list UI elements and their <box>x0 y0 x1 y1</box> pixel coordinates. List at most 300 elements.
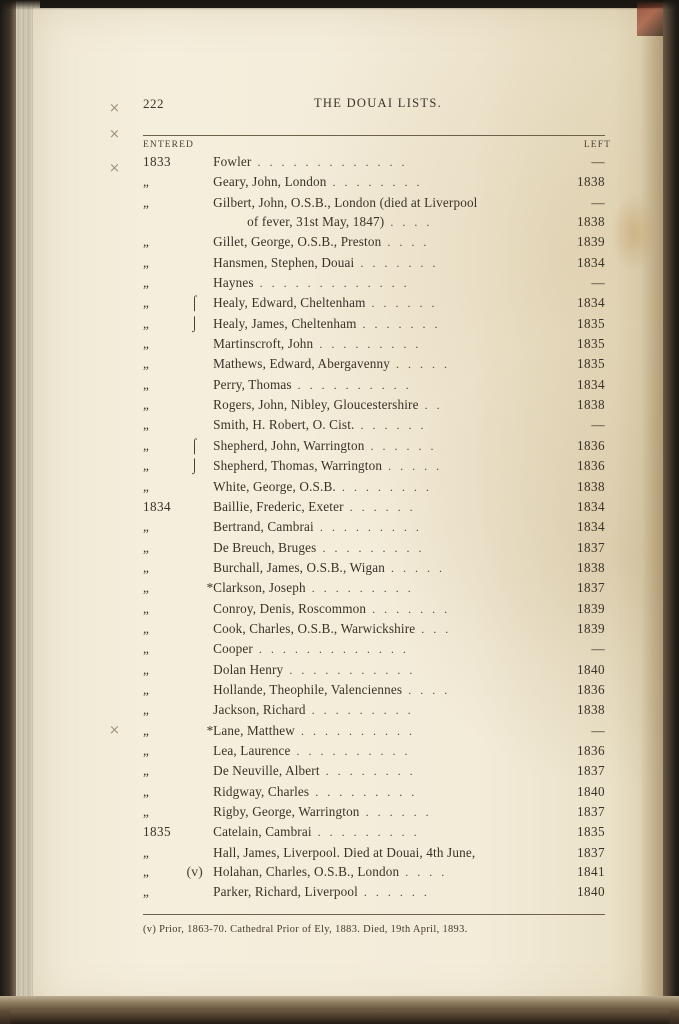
entry-name: Dolan Henry <box>213 661 284 677</box>
table-row <box>143 721 605 741</box>
pencil-mark-icon: ⨯ <box>109 100 120 115</box>
book-bottom-edge-inner <box>10 1010 670 1024</box>
footer-rule <box>143 914 605 915</box>
cell-asterisk <box>203 253 213 273</box>
cell-asterisk <box>203 517 213 537</box>
cell-brace <box>186 477 202 497</box>
cell-name <box>213 741 563 761</box>
cell-left-year: 1840 <box>577 884 605 900</box>
cell-asterisk <box>203 700 213 720</box>
cell-name <box>213 477 563 497</box>
leader-dots: . . . . . . . <box>356 316 441 331</box>
leader-dots: . . . . <box>399 865 448 880</box>
cell-brace <box>186 599 202 619</box>
book-right-edge <box>663 0 679 1024</box>
leader-dots: . . . . <box>384 215 433 230</box>
entry-name: Baillie, Frederic, Exeter <box>213 498 344 514</box>
cell-brace <box>186 558 202 578</box>
entry-name: Geary, John, London <box>213 174 327 190</box>
cell-left-year: 1837 <box>577 539 605 555</box>
table-row <box>143 232 605 252</box>
cell-entered: „ <box>143 376 150 392</box>
cell-left-year: 1839 <box>577 620 605 636</box>
cell-brace <box>186 802 202 822</box>
cell-brace <box>186 721 202 741</box>
cell-brace <box>186 782 202 802</box>
column-header-entered: ENTERED <box>143 140 194 150</box>
cell-entered: „ <box>143 437 150 453</box>
entry-name: Healy, Edward, Cheltenham <box>213 295 366 311</box>
table-row <box>143 802 605 822</box>
table-row <box>143 578 605 598</box>
cell-left-year: 1836 <box>577 437 605 453</box>
cell-left-year: 1837 <box>577 804 605 819</box>
leader-dots: . . . . . . . <box>366 601 451 616</box>
table-row <box>143 700 605 720</box>
cell-brace <box>186 639 202 659</box>
cell-asterisk: * <box>206 722 214 738</box>
table-row <box>143 741 605 761</box>
entry-name: Cook, Charles, O.S.B., Warwickshire <box>213 620 416 636</box>
cell-name <box>213 232 563 252</box>
cell-entered: 1835 <box>143 824 171 840</box>
table-row <box>143 660 605 680</box>
cell-left-year: 1837 <box>577 763 605 779</box>
cell-brace <box>186 415 202 435</box>
pencil-mark-icon: ⨯ <box>109 126 120 141</box>
cell-brace <box>186 497 202 517</box>
cell-asterisk <box>203 395 213 415</box>
footnote: (v) Prior, 1863-70. Cathedral Prior of Ely, 1883. Died, 19th April, 1893. <box>143 923 468 935</box>
cell-asterisk <box>203 456 213 476</box>
cell-name <box>213 761 563 781</box>
cell-asterisk <box>203 802 213 822</box>
cell-entered: „ <box>143 519 150 535</box>
table-row <box>143 862 605 882</box>
table-row <box>143 538 605 558</box>
cell-entered: „ <box>143 600 150 616</box>
table-row <box>143 395 605 415</box>
table-row <box>143 558 605 578</box>
cell-entered <box>143 212 186 232</box>
cell-entered: „ <box>143 742 150 758</box>
leader-dots: . . . . <box>381 235 430 250</box>
leader-dots: . . . . . . . <box>354 255 439 270</box>
leader-dots: . . . . . . <box>364 438 437 453</box>
leader-dots: . . . . . . . . <box>319 764 416 779</box>
entry-name: De Breuch, Bruges <box>213 539 317 555</box>
leader-dots: . . . . . . <box>357 885 430 900</box>
page-content <box>143 96 613 935</box>
table-row <box>143 477 605 497</box>
cell-brace: (v) <box>186 865 203 881</box>
entry-name: Hall, James, Liverpool. Died at Douai, 4th June, <box>213 844 476 860</box>
cell-entered: „ <box>143 397 150 413</box>
cell-brace <box>186 660 202 680</box>
column-headers <box>143 140 613 150</box>
cell-left-year: 1834 <box>577 295 605 311</box>
cell-asterisk <box>203 741 213 761</box>
entry-name: Haynes <box>213 275 254 291</box>
leader-dots: . . . . . . . . . <box>311 825 420 840</box>
leader-dots: . . . . . . . . . . . . . <box>251 155 408 169</box>
table-row <box>143 293 605 313</box>
cell-asterisk <box>203 232 213 252</box>
page-right-edge-shadow <box>641 8 663 1008</box>
cell-left-year: 1835 <box>577 824 605 840</box>
cell-entered: „ <box>143 458 150 474</box>
entry-name: Hansmen, Stephen, Douai <box>213 254 355 270</box>
cell-left-year: 1838 <box>577 397 605 413</box>
cell-name <box>213 862 563 882</box>
table-row <box>143 782 605 802</box>
cell-entered: „ <box>143 478 150 494</box>
cell-entered: „ <box>143 844 150 860</box>
cell-brace <box>186 152 202 172</box>
cell-left-year: 1836 <box>577 458 605 474</box>
cell-asterisk <box>203 761 213 781</box>
table-row <box>143 761 605 781</box>
cell-brace <box>186 517 202 537</box>
entry-name: Clarkson, Joseph <box>213 580 306 596</box>
leader-dots: . . . . . . . . . <box>309 784 418 799</box>
cell-brace: ⌡ <box>190 459 199 475</box>
leader-dots: . . . <box>415 621 452 636</box>
pencil-mark-icon: ⨯ <box>109 160 120 175</box>
cell-left-year: 1835 <box>577 356 605 372</box>
cell-name <box>213 152 563 172</box>
cell-name <box>213 354 563 374</box>
cell-asterisk <box>203 843 213 862</box>
leader-dots: . . . . . . . . . . . . . <box>253 276 410 291</box>
cell-brace <box>186 843 202 862</box>
foxing-stain <box>611 193 657 273</box>
cell-brace <box>186 395 202 415</box>
cell-left-year: 1836 <box>577 681 605 697</box>
cell-entered: „ <box>143 356 150 372</box>
cell-brace <box>186 680 202 700</box>
leader-dots: . . . . . . <box>359 805 432 819</box>
entry-name: Lane, Matthew <box>213 722 295 738</box>
cell-asterisk <box>203 152 213 172</box>
entry-name: Fowler <box>213 154 252 169</box>
cell-brace <box>186 700 202 720</box>
entry-name: Rigby, George, Warrington <box>213 804 360 819</box>
cell-brace <box>186 741 202 761</box>
cell-entered: „ <box>143 641 150 657</box>
cell-name <box>213 253 563 273</box>
cell-name <box>213 415 563 435</box>
cell-brace <box>186 212 202 232</box>
cell-name <box>213 802 563 822</box>
cell-name <box>213 456 563 476</box>
cell-brace: ⌡ <box>190 316 199 332</box>
entry-name: Conroy, Denis, Roscommon <box>213 600 367 616</box>
cell-name <box>213 212 563 232</box>
cell-asterisk <box>203 558 213 578</box>
cell-brace: ⌠ <box>190 438 199 454</box>
cell-asterisk <box>203 822 213 842</box>
cell-entered: „ <box>143 804 150 819</box>
cell-brace <box>186 193 202 212</box>
cell-entered: „ <box>143 295 150 311</box>
table-row <box>143 497 605 517</box>
cell-left-year: 1838 <box>577 174 605 190</box>
cell-left-year: 1838 <box>577 214 605 230</box>
entry-name: Jackson, Richard <box>213 702 306 718</box>
cell-name <box>213 639 563 659</box>
cell-left-year: 1834 <box>577 254 605 270</box>
table-row <box>143 843 605 862</box>
cell-entered: 1833 <box>143 154 171 169</box>
cell-entered: „ <box>143 315 150 331</box>
cell-name <box>213 843 563 862</box>
table-row <box>143 253 605 273</box>
cell-asterisk <box>203 477 213 497</box>
header-rule <box>143 135 605 136</box>
cell-asterisk <box>203 639 213 659</box>
cell-entered: „ <box>143 336 150 352</box>
cell-left-year: 1836 <box>577 742 605 758</box>
cell-name <box>213 782 563 802</box>
table-row <box>143 152 605 172</box>
leader-dots: . . . . . . . . . <box>316 540 425 555</box>
cell-name <box>213 517 563 537</box>
cell-brace <box>186 354 202 374</box>
cell-asterisk <box>203 538 213 558</box>
table-row <box>143 436 605 456</box>
cell-left-year: — <box>591 194 605 210</box>
cell-entered: „ <box>143 661 150 677</box>
cell-name <box>213 538 563 558</box>
cell-entered: „ <box>143 783 150 799</box>
cell-brace <box>186 538 202 558</box>
cell-name <box>213 680 563 700</box>
leader-dots: . . . . . . . . . <box>305 581 414 596</box>
leader-dots: . . . . . . <box>365 296 438 311</box>
book-spine-shadow <box>0 0 16 1024</box>
cell-name <box>213 822 563 842</box>
table-row <box>143 619 605 639</box>
table-row <box>143 172 605 192</box>
cell-brace <box>186 578 202 598</box>
cell-brace <box>186 253 202 273</box>
table-row <box>143 822 605 842</box>
cell-left-year: 1838 <box>577 559 605 575</box>
cell-left-year: 1834 <box>577 519 605 535</box>
cell-left-year: 1841 <box>577 864 605 880</box>
cell-brace <box>186 334 202 354</box>
cell-brace <box>186 172 202 192</box>
cell-brace <box>186 232 202 252</box>
cell-asterisk <box>203 293 213 313</box>
cell-brace <box>186 273 202 293</box>
cell-asterisk <box>203 415 213 435</box>
cell-name <box>213 395 563 415</box>
cell-asterisk <box>203 212 213 232</box>
cell-brace <box>186 619 202 639</box>
leader-dots: . . . . . . . . . . <box>290 743 411 758</box>
leader-dots: . . . . . . . . <box>335 479 432 494</box>
cell-asterisk <box>203 314 213 334</box>
cell-name <box>213 334 563 354</box>
cell-left-year: 1837 <box>577 844 605 860</box>
table-row <box>143 334 605 354</box>
cell-left-year: — <box>591 641 605 657</box>
table-row <box>143 375 605 395</box>
leader-dots: . . . . . . . . . <box>313 337 422 352</box>
cell-left-year: — <box>591 275 605 291</box>
leader-dots: . . . . . <box>390 357 450 372</box>
entry-name: Smith, H. Robert, O. Cist. <box>213 417 355 433</box>
cell-left-year: 1837 <box>577 580 605 596</box>
cell-left-year: — <box>591 154 605 169</box>
cell-name <box>213 314 563 334</box>
cell-asterisk <box>203 334 213 354</box>
entry-name: Mathews, Edward, Abergavenny <box>213 356 390 372</box>
table-row <box>143 456 605 476</box>
cell-brace: ⌠ <box>190 296 199 312</box>
entry-name: Shepherd, Thomas, Warrington <box>213 458 383 474</box>
entry-name: Catelain, Cambrai <box>213 824 312 840</box>
leader-dots: . . . . . . . . . <box>305 703 414 718</box>
cell-entered: „ <box>143 234 150 250</box>
cell-name <box>213 619 563 639</box>
cell-name <box>213 172 563 192</box>
cell-name <box>213 882 563 902</box>
entry-name: Bertrand, Cambrai <box>213 519 314 535</box>
cell-asterisk <box>203 497 213 517</box>
cell-entered: „ <box>143 702 150 718</box>
table-row <box>143 193 605 212</box>
cell-entered: 1834 <box>143 498 171 514</box>
cell-left-year: 1839 <box>577 234 605 250</box>
running-head: THE DOUAI LISTS. <box>313 96 443 110</box>
cell-entered: „ <box>143 417 150 433</box>
table-row <box>143 599 605 619</box>
table-row <box>143 882 605 902</box>
cell-name <box>213 436 563 456</box>
cell-name <box>213 599 563 619</box>
cell-brace <box>186 375 202 395</box>
leader-dots: . . . . . . . . <box>326 175 423 190</box>
cell-left-year: 1834 <box>577 498 605 514</box>
entry-name: Holahan, Charles, O.S.B., London <box>213 864 400 880</box>
folio-number: 222 <box>143 96 164 111</box>
cell-left-year: 1838 <box>577 478 605 494</box>
entry-name: Ridgway, Charles <box>213 783 310 799</box>
entry-name: Lea, Laurence <box>213 742 291 758</box>
table-row <box>143 517 605 537</box>
leader-dots: . . . . . . <box>354 418 427 433</box>
cell-asterisk <box>203 436 213 456</box>
leader-dots: . . . . . <box>382 459 443 474</box>
cell-left-year: — <box>591 722 605 738</box>
douai-list-table <box>143 152 605 903</box>
cell-name <box>213 293 563 313</box>
cell-asterisk <box>203 599 213 619</box>
cell-entered: „ <box>143 174 150 190</box>
top-shadow <box>0 0 679 10</box>
entry-name: Perry, Thomas <box>213 376 292 392</box>
column-header-left: LEFT <box>583 140 611 150</box>
cell-asterisk: * <box>206 580 214 596</box>
leader-dots: . . . . . . . . . . . <box>283 662 416 677</box>
cell-asterisk <box>203 193 213 212</box>
entry-name: Hollande, Theophile, Valenciennes <box>213 681 403 697</box>
cell-entered: „ <box>143 763 150 779</box>
cell-brace <box>186 761 202 781</box>
entry-name: Cooper <box>213 641 253 657</box>
cell-entered: „ <box>143 580 150 596</box>
entry-name: Rogers, John, Nibley, Gloucestershire <box>213 397 419 413</box>
cell-name <box>213 273 563 293</box>
cell-name <box>213 193 563 212</box>
cell-asterisk <box>203 680 213 700</box>
cell-left-year: — <box>591 417 605 433</box>
cell-left-year: 1835 <box>577 315 605 331</box>
cell-asterisk <box>203 782 213 802</box>
cell-entered: „ <box>143 864 150 880</box>
cell-left-year: 1834 <box>577 376 605 392</box>
cell-name <box>213 558 563 578</box>
cell-left-year: 1839 <box>577 600 605 616</box>
leader-dots: . . . . <box>402 682 451 697</box>
page-surface <box>33 8 663 1008</box>
leader-dots: . . . . . . . . . . <box>294 723 415 738</box>
cell-brace <box>186 882 202 902</box>
cell-asterisk <box>203 354 213 374</box>
table-row <box>143 314 605 334</box>
leader-dots: . . . . . . <box>343 499 416 514</box>
cell-left-year: 1835 <box>577 336 605 352</box>
cell-asterisk <box>203 862 213 882</box>
entry-name: White, George, O.S.B. <box>213 478 336 494</box>
cell-left-year: 1840 <box>577 783 605 799</box>
table-row <box>143 212 605 232</box>
cell-left-year: 1840 <box>577 661 605 677</box>
cell-name <box>213 660 563 680</box>
pencil-mark-icon: ⨯ <box>109 722 120 737</box>
leader-dots: . . . . . <box>385 560 446 575</box>
cell-entered: „ <box>143 620 150 636</box>
cell-brace <box>186 822 202 842</box>
leader-dots: . . . . . . . . . <box>313 520 422 535</box>
cell-entered: „ <box>143 722 150 738</box>
cell-entered: „ <box>143 884 150 900</box>
cell-name <box>213 700 563 720</box>
table-row <box>143 415 605 435</box>
entry-name: of fever, 31st May, 1847) <box>247 214 385 230</box>
entry-name: Healy, James, Cheltenham <box>213 315 357 331</box>
cell-entered: „ <box>143 254 150 270</box>
cell-asterisk <box>203 882 213 902</box>
entry-name: Shepherd, John, Warrington <box>213 437 365 453</box>
entry-name: Burchall, James, O.S.B., Wigan <box>213 559 386 575</box>
leader-dots: . . . . . . . . . . . . . <box>252 642 409 657</box>
leader-dots: . . <box>418 398 443 413</box>
table-row <box>143 273 605 293</box>
entry-name: Gilbert, John, O.S.B., London (died at Liverpool <box>213 194 478 210</box>
cell-left-year: 1838 <box>577 702 605 718</box>
cell-name <box>213 497 563 517</box>
cell-asterisk <box>203 619 213 639</box>
cell-name <box>213 721 563 741</box>
entry-name: Gillet, George, O.S.B., Preston <box>213 234 382 250</box>
cell-entered: „ <box>143 681 150 697</box>
entry-name: Parker, Richard, Liverpool <box>213 884 358 900</box>
cell-entered: „ <box>143 275 150 291</box>
